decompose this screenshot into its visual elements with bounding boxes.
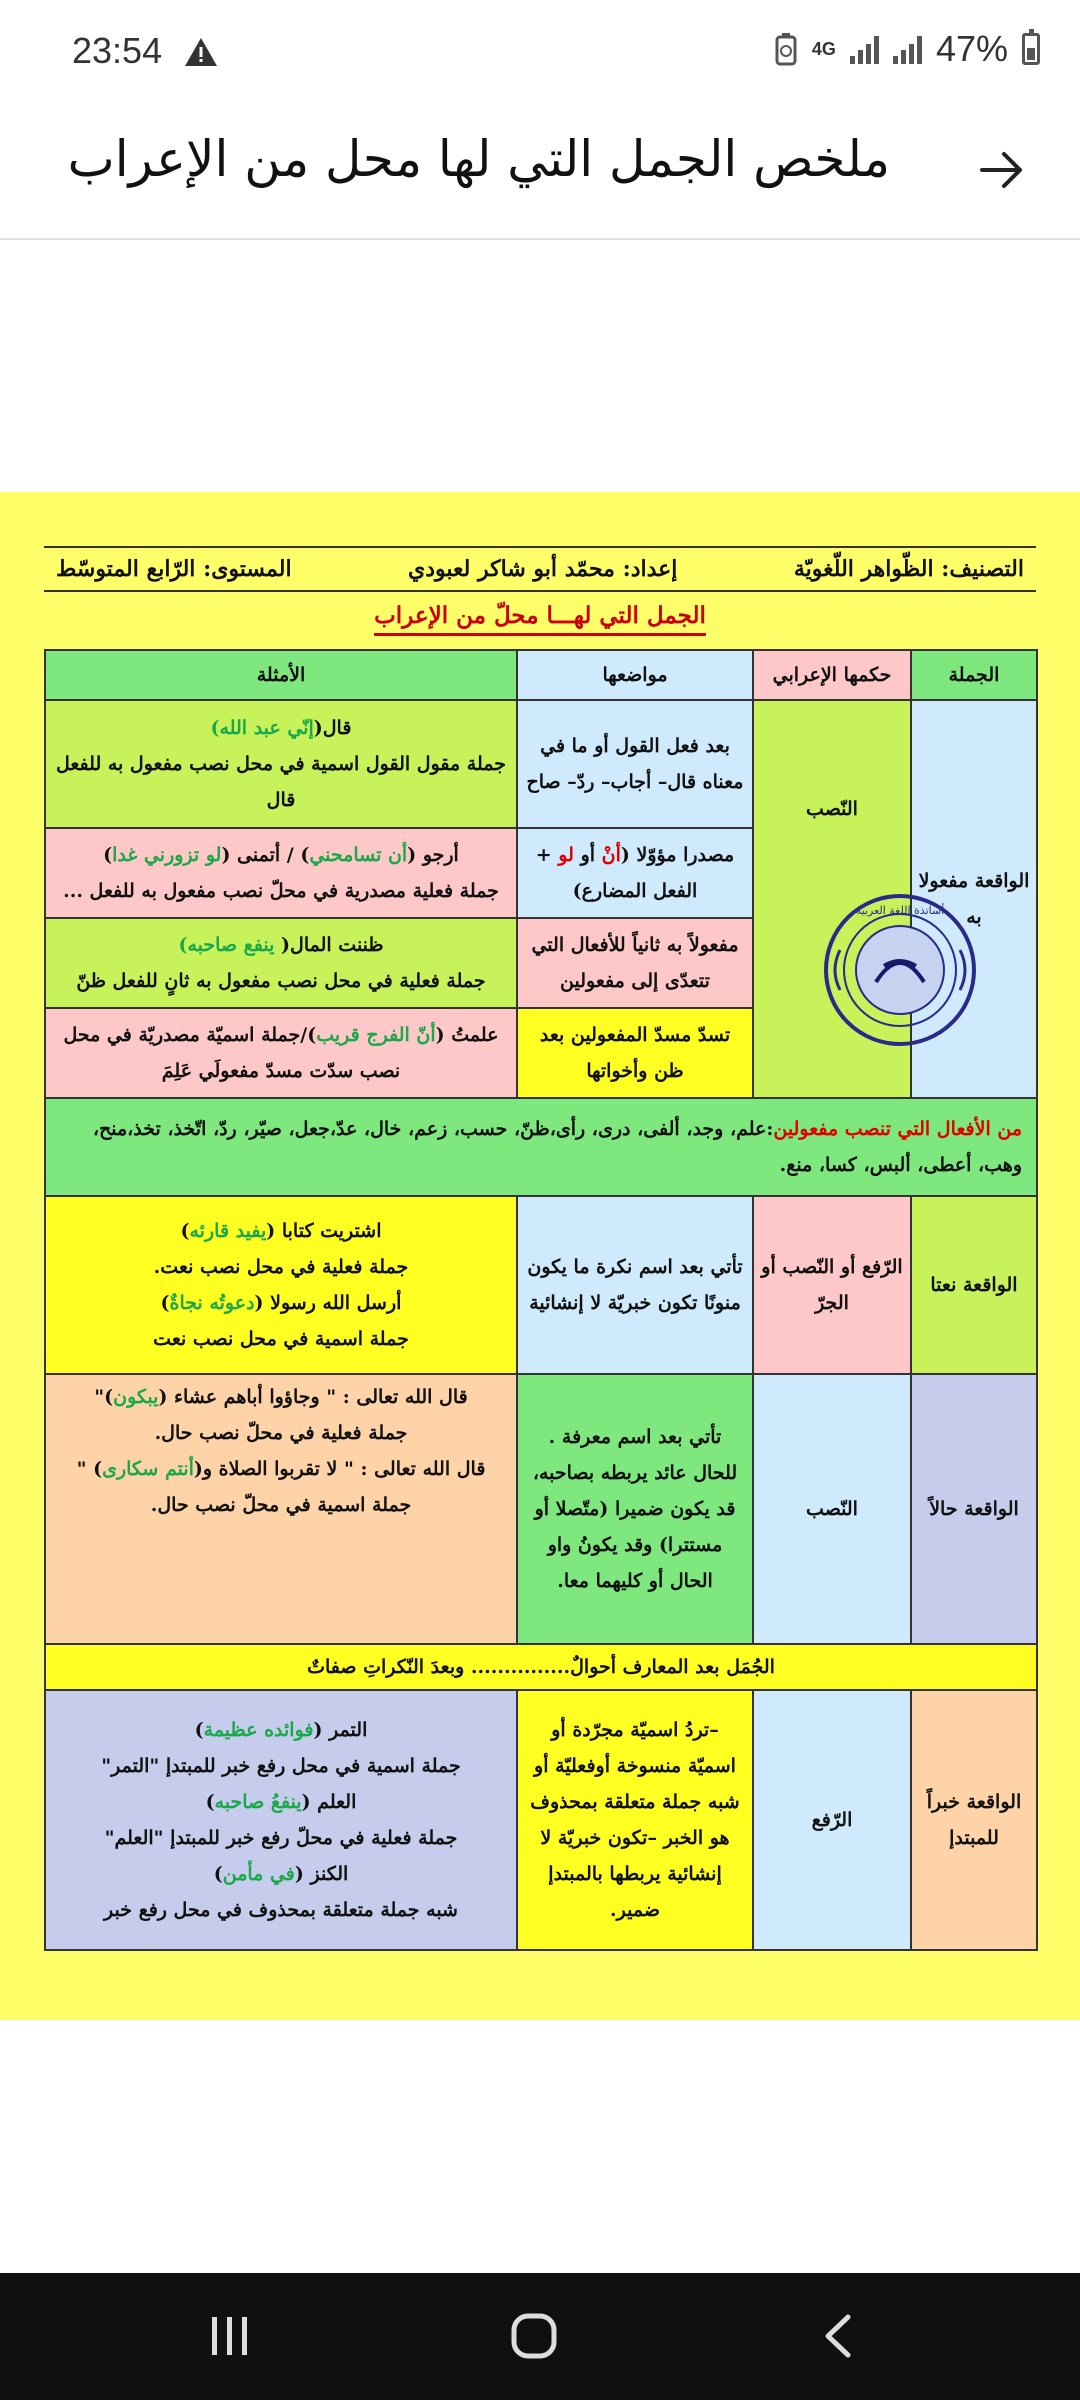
status-right [774, 28, 1040, 70]
cell-example: التمر (فوائده عظيمة) جملة اسمية في محل رفع خبر للمبتدإ "التمر" العلم (ينفعُ صاحبه) جملة فعلية في محلّ رفع خبر للمبتدإ "العلم" الكنز (في مأمن) شبه جملة متعلقة بمحذوف في محل رفع خبر [45, 1690, 517, 1950]
table-row [45, 1098, 1037, 1196]
table-header-row [45, 650, 1037, 700]
col-hukm: حكمها الإعرابي [753, 650, 911, 700]
nav-bar [0, 2273, 1080, 2400]
home-icon[interactable] [510, 2313, 560, 2359]
col-jumla: الجملة [911, 650, 1037, 700]
document-sheet [0, 492, 1080, 2020]
col-mawadi: مواضعها [517, 650, 753, 700]
cell-mawadi: مفعولاً به ثانياً للأفعال التي تتعدّى إلى مفعولين [517, 918, 753, 1008]
doc-subtitle: الجمل التي لهـــا محلّ من الإعراب [44, 602, 1036, 629]
cell-example: ظننت المال( ينفع صاحبه) جملة فعلية في محل نصب مفعول به ثانٍ للفعل ظنّ [45, 918, 517, 1008]
network-type: 4G [811, 38, 836, 59]
arrow-right-icon[interactable] [974, 142, 1030, 198]
status-bar [0, 0, 1080, 100]
back-icon[interactable] [820, 2313, 856, 2359]
cell-hukm: الرّفع أو النّصب أو الجرّ [753, 1196, 911, 1374]
cell-mawadi: تأتي بعد اسم نكرة ما يكون منونًا تكون خبريّة لا إنشائية [517, 1196, 753, 1374]
doc-author: إعداد: محمّد أبو شاكر لعبودي [408, 556, 678, 582]
battery-icon [1022, 33, 1040, 65]
cell-example: علمتُ (أنّ الفرج قريب)/جملة اسميّة مصدريّة في محل نصب سدّت مسدّ مفعولَي عَلِمَ [45, 1008, 517, 1098]
recycle-battery-icon [774, 32, 798, 66]
doc-category: التصنيف: الظّواهر اللّغويّة [793, 556, 1024, 582]
cell-hukm: النّصب [753, 700, 911, 1098]
recent-apps-icon[interactable] [206, 2313, 254, 2359]
cell-example: قال(إنّي عبد الله) جملة مقول القول اسمية في محل نصب مفعول به للفعل قال [45, 700, 517, 828]
seal-stamp-icon [820, 890, 980, 1050]
note-rule: الجُمَل بعد المعارف أحوالٌ............... وبعدَ النّكراتِ صفاتٌ [45, 1644, 1037, 1690]
cell-mawadi: –تردُ اسميّة مجرّدة أو اسميّة منسوخة أوفعليّة أو شبه جملة متعلقة بمحذوف هو الخبر –تكون خبريّة لا إنشائية يربطها بالمبتدإ ضمير. [517, 1690, 753, 1950]
cell-hukm: النّصب [753, 1374, 911, 1644]
cell-mawadi: تأتي بعد اسم معرفة . للحال عائد يربطه بصاحبه، قد يكون ضميرا (متّصلا أو مستترا) وقد يكونُ واو الحال أو كليهما معا. [517, 1374, 753, 1644]
table-row [45, 1374, 1037, 1644]
table-row [45, 1644, 1037, 1690]
app-bar [0, 100, 1080, 240]
col-amthila: الأمثلة [45, 650, 517, 700]
battery-percent: 47% [935, 28, 1008, 69]
table-row [45, 1690, 1037, 1950]
signal-icon-2 [893, 34, 922, 64]
status-time: 23:54 [72, 30, 163, 71]
signal-icon [850, 34, 879, 64]
grammar-table [44, 649, 1038, 1951]
page-title: ملخص الجمل التي لها محل من الإعراب [67, 130, 890, 188]
cell-jumla: الواقعة مفعولا به [911, 700, 1037, 1098]
cell-mawadi: بعد فعل القول أو ما في معناه قال– أجاب– ردّ– صاح [517, 700, 753, 828]
cell-mawadi: مصدرا مؤوّلا (أنْ أو لو + الفعل المضارع) [517, 828, 753, 918]
table-row [45, 700, 1037, 828]
cell-hukm: الرّفع [753, 1690, 911, 1950]
cell-mawadi: تسدّ مسدّ المفعولين بعد ظن وأخواتها [517, 1008, 753, 1098]
cell-example: أرجو (أن تسامحني) / أتمنى (لو تزورني غدا) جملة فعلية مصدرية في محلّ نصب مفعول به للفعل ... [45, 828, 517, 918]
cell-jumla: الواقعة حالاً [911, 1374, 1037, 1644]
cell-jumla: الواقعة خبراً للمبتدإ [911, 1690, 1037, 1950]
svg-text:أساتذة اللغة العربية: أساتذة اللغة العربية [855, 904, 945, 917]
warning-icon [183, 36, 219, 68]
note-verbs: من الأفعال التي تنصب مفعولين:علم، وجد، ألفى، درى، رأى،ظنّ، حسب، زعم، خال، عدّ،جعل، صيّر، ردّ، اتّخذ، تخذ،منح، وهب، أعطى، ألبس، كسا، منع. [45, 1098, 1037, 1196]
table-row [45, 1196, 1037, 1374]
cell-example: اشتريت كتابا (يفيد قارئه) جملة فعلية في محل نصب نعت. أرسل الله رسولا (دعوتُه نجاةٌ) جملة اسمية في محل نصب نعت [45, 1196, 517, 1374]
cell-example: قال الله تعالى : " وجاؤوا أباهم عشاء (يبكون)" جملة فعلية في محلّ نصب حال. قال الله تعالى : " لا تقربوا الصلاة و(أنتم سكارى) " جملة اسمية في محلّ نصب حال. [45, 1374, 517, 1644]
doc-header [44, 546, 1036, 592]
doc-level: المستوى: الرّابع المتوسّط [56, 556, 292, 582]
cell-jumla: الواقعة نعتا [911, 1196, 1037, 1374]
